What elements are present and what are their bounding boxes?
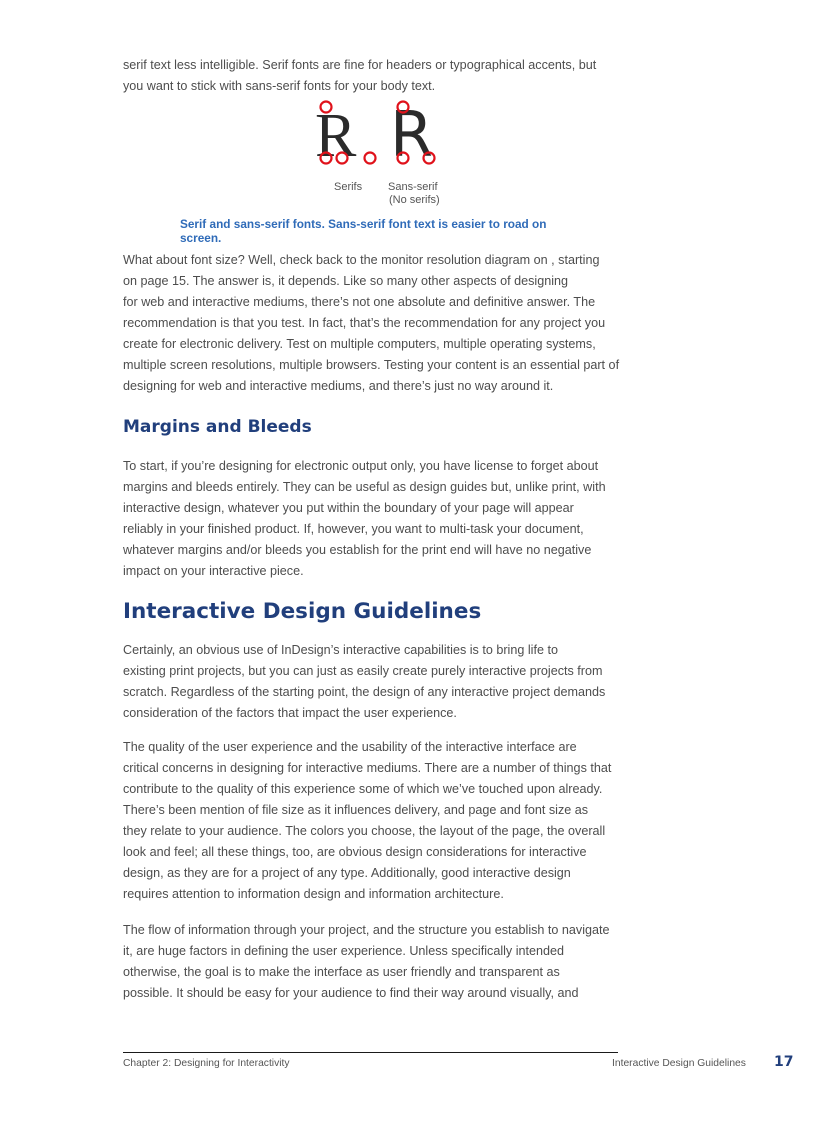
text-line: What about font size? Well, check back to the monitor resolution diagram on , starting xyxy=(123,253,600,267)
text-line: serif text less intelligible. Serif fonts are fine for headers or typographical accents, but xyxy=(123,58,597,72)
section-heading-interactive: Interactive Design Guidelines xyxy=(123,599,482,624)
footer-divider xyxy=(123,1052,618,1053)
text-line: it, are huge factors in defining the user experience. Unless specifically intended xyxy=(123,944,565,958)
text-line: critical concerns in designing for interactive mediums. There are a number of things that xyxy=(123,761,612,775)
text-line: Certainly, an obvious use of InDesign’s interactive capabilities is to bring life to xyxy=(123,643,558,657)
text-line: multiple screen resolutions, multiple browsers. Testing your content is an essential part of xyxy=(123,358,620,372)
footer-section: Interactive Design Guidelines xyxy=(612,1058,746,1069)
sans-r-glyph: R xyxy=(390,98,434,171)
text-line: for web and interactive mediums, there’s not one absolute and definitive answer. The xyxy=(123,295,596,309)
text-line: recommendation is that you test. In fact, that’s the recommendation for any project you xyxy=(123,316,606,330)
sans-serif-label: Sans-serif xyxy=(388,181,438,193)
flow-paragraph xyxy=(123,920,623,1004)
footer-chapter: Chapter 2: Designing for Interactivity xyxy=(123,1058,290,1069)
text-line: There’s been mention of file size as it influences delivery, and page and font size as xyxy=(123,803,589,817)
intro-paragraph xyxy=(123,55,623,97)
text-line: requires attention to information design and information architecture. xyxy=(123,887,504,901)
text-line: interactive design, whatever you put within the boundary of your page will appear xyxy=(123,501,574,515)
text-line: margins and bleeds entirely. They can be useful as design guides but, unlike print, with xyxy=(123,480,606,494)
text-line: possible. It should be easy for your audience to find their way around visually, and xyxy=(123,986,579,1000)
text-line: existing print projects, but you can just as easily create purely interactive projects from xyxy=(123,664,603,678)
page-number: 17 xyxy=(774,1054,794,1070)
font-size-paragraph xyxy=(123,250,623,397)
text-line: designing for web and interactive mediums, and there’s just no way around it. xyxy=(123,379,554,393)
serif-sans-figure xyxy=(312,96,452,208)
margins-paragraph xyxy=(123,456,623,582)
text-line: reliably in your finished product. If, however, you want to multi-task your document, xyxy=(123,522,584,536)
text-line: they relate to your audience. The colors you choose, the layout of the page, the overall xyxy=(123,824,606,838)
text-line: create for electronic delivery. Test on multiple computers, multiple operating systems, xyxy=(123,337,596,351)
serif-marker xyxy=(365,153,376,164)
text-line: impact on your interactive piece. xyxy=(123,564,304,578)
text-line: The flow of information through your project, and the structure you establish to navigate xyxy=(123,923,610,937)
figure-caption: Serif and sans-serif fonts. Sans-serif font text is easier to road on screen. xyxy=(180,217,547,245)
text-line: design, as they are for a project of any type. Additionally, good interactive design xyxy=(123,866,571,880)
section-heading-margins: Margins and Bleeds xyxy=(123,417,312,437)
text-line: whatever margins and/or bleeds you establish for the print end will have no negative xyxy=(123,543,592,557)
text-line: consideration of the factors that impact the user experience. xyxy=(123,706,457,720)
serif-r-glyph: R xyxy=(315,102,357,170)
text-line: you want to stick with sans-serif fonts for your body text. xyxy=(123,79,436,93)
text-line: The quality of the user experience and the usability of the interactive interface are xyxy=(123,740,577,754)
text-line: on page 15. The answer is, it depends. Like so many other aspects of designing xyxy=(123,274,569,288)
certainly-paragraph xyxy=(123,640,623,724)
text-line: contribute to the quality of this experience some of which we’ve touched upon already. xyxy=(123,782,603,796)
quality-paragraph xyxy=(123,737,623,905)
text-line: look and feel; all these things, too, are obvious design considerations for interactive xyxy=(123,845,587,859)
text-line: To start, if you’re designing for electronic output only, you have license to forget about xyxy=(123,459,599,473)
serifs-label: Serifs xyxy=(334,181,363,193)
no-serifs-label: (No serifs) xyxy=(389,194,440,206)
text-line: otherwise, the goal is to make the interface as user friendly and transparent as xyxy=(123,965,560,979)
text-line: scratch. Regardless of the starting point, the design of any interactive project demands xyxy=(123,685,606,699)
